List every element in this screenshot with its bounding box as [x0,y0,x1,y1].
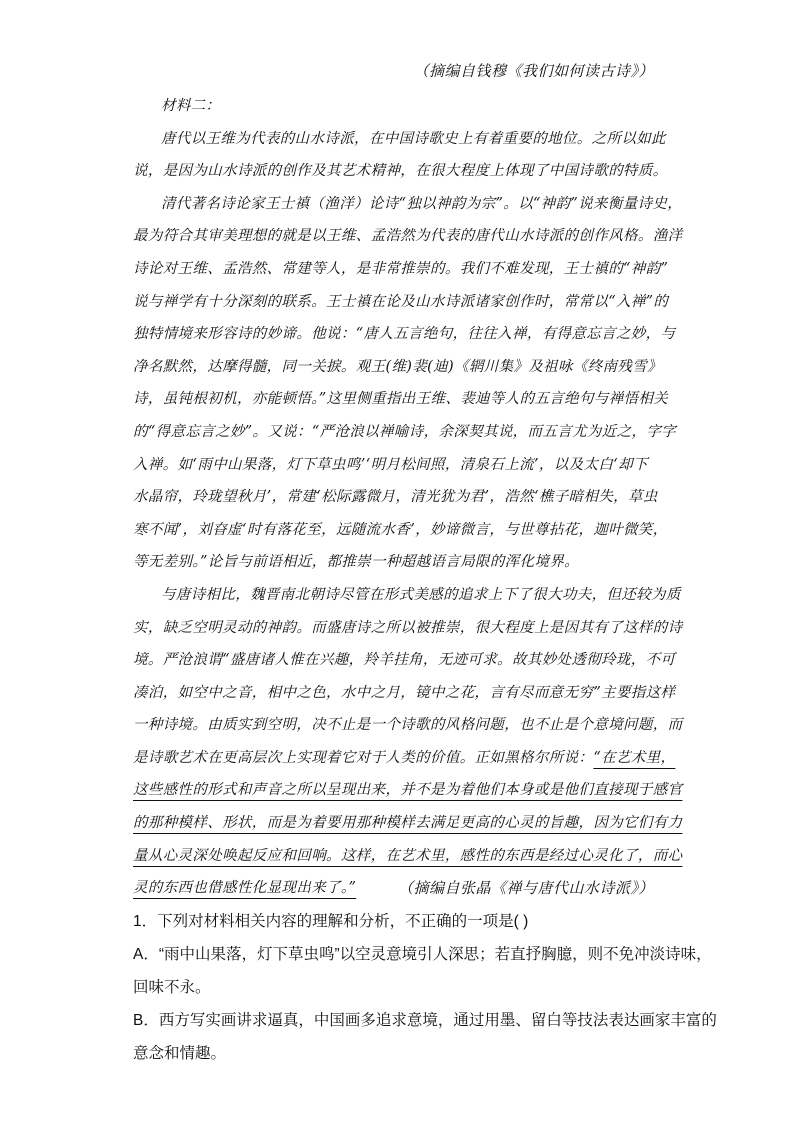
para2-line: 的“得意忘言之妙”。又说：“严沧浪以禅喻诗，余深契其说，而五言尤为近之，字字 [133,423,677,440]
source-citation-2: （摘编自张晶《禅与唐代山水诗派》） [397,879,654,897]
hegel-quote-line: 量从心灵深处唤起反应和回响。这样，在艺术里，感性的东西是经过心灵化了，而心 [133,847,683,864]
source-citation-1: （摘编自钱穆《我们如何读古诗》） [413,62,654,80]
para1-line: 唐代以王维为代表的山水诗派，在中国诗歌史上有着重要的地位。之所以如此 [161,130,666,147]
hegel-quote-line: 灵的东西也借感性化显现出来了。” [133,880,357,897]
question-1 [133,905,717,1070]
option-b-line: 意念和情趣。 [133,1045,227,1062]
para2-line: 等无差别。”论旨与前语相近，都推崇一种超越语言局限的浑化境界。 [133,554,580,571]
para2-line: 说与禅学有十分深刻的联系。王士禛在论及山水诗派诸家创作时，常常以“入禅”的 [133,293,669,310]
hegel-quote-line: 的那种模样、形状，而是为着要用那种模样去满足更高的心灵的旨趣，因为它们有力 [133,815,683,832]
option-b-line: B．西方写实画讲求逼真，中国画多追求意境，通过用墨、留白等技法表达画家丰富的 [133,1012,717,1029]
material-2-title: 材料二： [161,98,221,114]
hegel-quote-start: “在艺术里， [593,749,676,766]
para2-line: 独特情境来形容诗的妙谛。他说：“唐人五言绝句，往往入禅，有得意忘言之妙，与 [133,326,676,343]
para3-line: 凑泊，如空中之音，相中之色，水中之月，镜中之花，言有尽而意无穷”主要指这样 [133,684,676,701]
para3-line [133,742,676,775]
option-a-line: A．“雨中山果落，灯下草虫鸣”以空灵意境引人深思；若直抒胸臆，则不免冲淡诗味， [133,946,712,963]
option-a-line: 回味不永。 [133,979,211,996]
question-stem: 1．下列对材料相关内容的理解和分析，不正确的一项是( ) [133,913,529,930]
para3-line: 实，缺乏空明灵动的神韵。而盛唐诗之所以被推崇，很大程度上是因其有了这样的诗 [133,619,683,636]
para2-line: 诗，虽钝根初机，亦能顿悟。”这里侧重指出王维、裴迪等人的五言绝句与禅悟相关 [133,391,669,408]
para2-line: 入禅。如‘雨中山果落，灯下草虫鸣’‘明月松间照，清泉石上流’，以及太白‘却下 [133,456,648,473]
para2-line: 寒不闻’，刘昚虚‘时有落花至，远随流水香’，妙谛微言，与世尊拈花，迦叶微笑， [133,521,668,538]
para3-line: 与唐诗相比，魏晋南北朝诗尽管在形式美感的追求上下了很大功夫，但还较为质 [161,586,681,603]
para3-line: 境。严沧浪谓“盛唐诸人惟在兴趣，羚羊挂角，无迹可求。故其妙处透彻玲珑，不可 [133,652,676,669]
para2-line: 清代著名诗论家王士禛（渔洋）论诗“独以神韵为宗”。以“神韵”说来衡量诗史， [161,195,683,212]
para3-line: 一种诗境。由质实到空明，决不止是一个诗歌的风格问题，也不止是个意境问题，而 [133,717,683,734]
hegel-quote-line: 这些感性的形式和声音之所以呈现出来，并不是为着他们本身或是他们直接现于感官 [133,782,683,799]
para2-line: 诗论对王维、孟浩然、常建等人，是非常推崇的。我们不难发现，王士禛的“神韵” [133,260,669,277]
para2-line: 水晶帘，玲珑望秋月’，常建‘松际露微月，清光犹为君’，浩然‘樵子暗相失，草虫 [133,489,658,506]
para3-text: 是诗歌艺术在更高层次上实现着它对于人类的价值。正如黑格尔所说： [133,749,594,766]
para2-line: 净名默然，达摩得髓，同一关捩。观王(维)裴(迪)《辋川集》及祖咏《终南残雪》 [133,358,662,375]
material-2 [133,90,683,905]
para1-line: 说，是因为山水诗派的创作及其艺术精神，在很大程度上体现了中国诗歌的特质。 [133,163,668,180]
para2-line: 最为符合其审美理想的就是以王维、孟浩然为代表的唐代山水诗派的创作风格。渔洋 [133,228,683,245]
